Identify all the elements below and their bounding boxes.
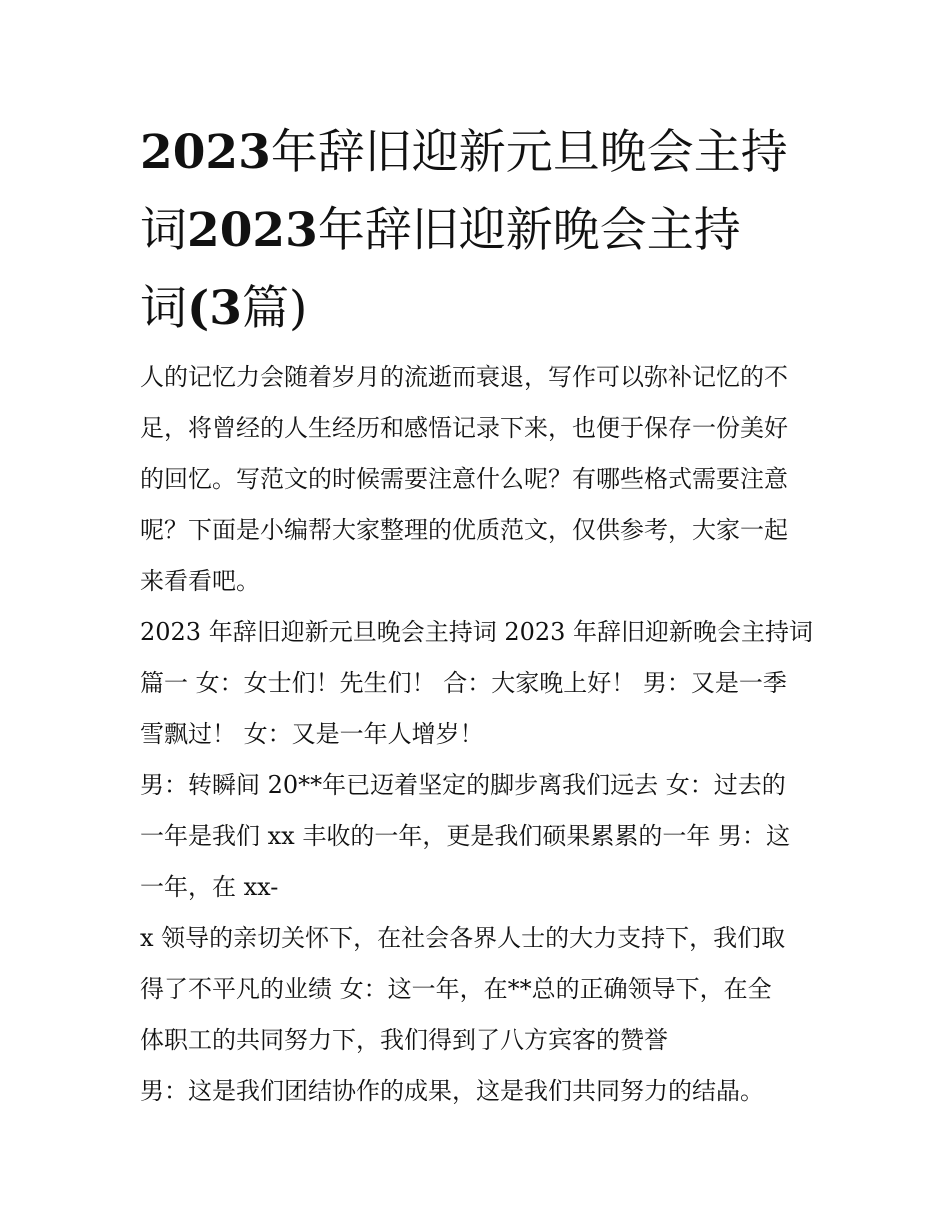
title-count: (3	[187, 281, 242, 336]
title-text: 年辞旧迎新晚会主持	[317, 203, 741, 258]
body-line: x 领导的亲切关怀下，在社会各界人士的大力支持下，我们取	[140, 924, 786, 952]
intro-line: 来看看吧。	[140, 567, 260, 595]
document-body	[140, 352, 815, 1117]
title-text: 词	[140, 281, 187, 336]
body-line: 2023 年辞旧迎新元旦晚会主持词 2023 年辞旧迎新晚会主持词	[140, 618, 814, 646]
intro-line: 呢？下面是小编帮大家整理的优质范文，仅供参考，大家一起	[140, 516, 788, 544]
intro-line: 的回忆。写范文的时候需要注意什么呢？有哪些格式需要注意	[140, 465, 788, 493]
title-line-3	[140, 270, 815, 348]
title-line-2	[140, 192, 815, 270]
body-line: 雪飘过！ 女：又是一年人增岁！	[140, 720, 484, 748]
body-line: 男：转瞬间 20**年已迈着坚定的脚步离我们远去 女：过去的	[140, 771, 786, 799]
body-line: 篇一 女：女士们！先生们！ 合：大家晚上好！ 男：又是一季	[140, 669, 787, 697]
body-line: 男：这是我们团结协作的成果，这是我们共同努力的结晶。	[140, 1077, 764, 1105]
intro-line: 人的记忆力会随着岁月的流逝而衰退，写作可以弥补记忆的不	[140, 363, 788, 391]
body-line: 得了不平凡的业绩 女：这一年，在**总的正确领导下，在全	[140, 975, 772, 1003]
body-line: 一年，在 xx-	[140, 873, 279, 901]
title-year: 2023	[187, 203, 318, 258]
title-text: 年辞旧迎新元旦晚会主持	[270, 125, 788, 180]
body-line: 一年是我们 xx 丰收的一年，更是我们硕果累累的一年 男：这	[140, 822, 790, 850]
document-title	[140, 114, 815, 348]
title-text: 篇)	[241, 281, 308, 336]
title-year: 2023	[140, 125, 271, 180]
intro-line: 足，将曾经的人生经历和感悟记录下来，也便于保存一份美好	[140, 414, 788, 442]
title-text: 词	[140, 203, 187, 258]
body-line: 体职工的共同努力下，我们得到了八方宾客的赞誉	[140, 1026, 668, 1054]
title-line-1	[140, 114, 815, 192]
